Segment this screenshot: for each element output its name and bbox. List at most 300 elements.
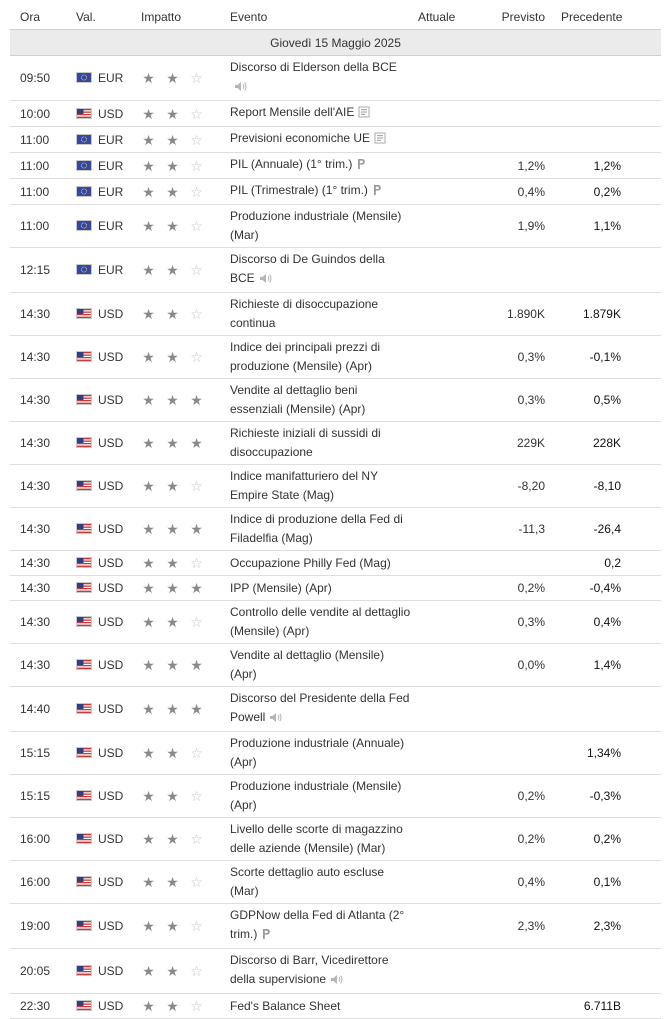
star-filled-icon: ★ bbox=[166, 183, 179, 200]
speaker-icon[interactable] bbox=[234, 79, 247, 98]
eu-flag-icon bbox=[76, 72, 92, 83]
event-previous: -8,10 bbox=[561, 465, 661, 508]
event-name[interactable] bbox=[230, 248, 418, 293]
event-currency bbox=[76, 644, 141, 687]
event-previous: 1.879K bbox=[561, 293, 661, 336]
event-title[interactable]: Scorte dettaglio auto escluse (Mar) bbox=[230, 865, 385, 898]
event-previous: 0,2% bbox=[561, 818, 661, 861]
event-actual bbox=[418, 732, 488, 775]
event-time: 19:00 bbox=[10, 904, 76, 949]
event-currency bbox=[76, 775, 141, 818]
event-title[interactable]: PIL (Trimestrale) (1° trim.) bbox=[230, 183, 368, 197]
event-title[interactable]: Discorso di De Guindos della BCE bbox=[230, 252, 385, 285]
star-empty-icon: ☆ bbox=[190, 874, 203, 890]
currency-code: USD bbox=[98, 875, 124, 889]
us-flag-icon bbox=[76, 523, 92, 534]
star-filled-icon: ★ bbox=[142, 392, 155, 408]
star-empty-icon: ☆ bbox=[190, 831, 203, 847]
event-currency bbox=[76, 379, 141, 422]
currency-code: EUR bbox=[98, 132, 124, 147]
star-filled-icon: ★ bbox=[166, 701, 179, 717]
header-evento[interactable]: Evento bbox=[230, 5, 418, 30]
event-time: 16:00 bbox=[10, 861, 76, 904]
event-impact bbox=[141, 576, 230, 601]
star-filled-icon: ★ bbox=[142, 478, 155, 494]
event-forecast bbox=[488, 101, 561, 127]
currency-code: USD bbox=[98, 702, 124, 716]
event-forecast: 0,2% bbox=[488, 775, 561, 818]
event-time: 16:00 bbox=[10, 818, 76, 861]
event-actual bbox=[418, 861, 488, 904]
star-empty-icon: ☆ bbox=[190, 70, 203, 86]
star-filled-icon: ★ bbox=[166, 918, 179, 934]
event-actual bbox=[418, 336, 488, 379]
event-currency bbox=[76, 508, 141, 551]
star-empty-icon: ☆ bbox=[190, 183, 203, 200]
event-currency bbox=[76, 465, 141, 508]
event-name[interactable] bbox=[230, 336, 418, 379]
event-currency bbox=[76, 732, 141, 775]
currency-code: EUR bbox=[98, 184, 124, 199]
currency-code: USD bbox=[98, 919, 124, 933]
event-row[interactable] bbox=[10, 576, 661, 601]
us-flag-icon bbox=[76, 480, 92, 491]
star-filled-icon: ★ bbox=[142, 435, 155, 451]
star-filled-icon: ★ bbox=[190, 701, 203, 717]
us-flag-icon bbox=[76, 703, 92, 714]
us-flag-icon bbox=[76, 557, 92, 568]
event-previous: 228K bbox=[561, 422, 661, 465]
event-time: 10:00 bbox=[10, 101, 76, 127]
event-title[interactable]: Controllo delle vendite al dettaglio (Mensile) (Apr) bbox=[230, 605, 411, 638]
event-title[interactable]: Report Mensile dell'AIE bbox=[230, 105, 355, 119]
star-empty-icon: ☆ bbox=[190, 131, 203, 148]
star-filled-icon: ★ bbox=[166, 657, 179, 673]
event-time: 14:30 bbox=[10, 379, 76, 422]
event-actual bbox=[418, 127, 488, 153]
event-name[interactable] bbox=[230, 422, 418, 465]
star-filled-icon: ★ bbox=[142, 262, 155, 278]
event-impact bbox=[141, 153, 230, 179]
star-filled-icon: ★ bbox=[166, 435, 179, 451]
star-filled-icon: ★ bbox=[166, 998, 179, 1014]
event-row[interactable] bbox=[10, 994, 661, 1019]
header-valuta[interactable]: Val. bbox=[76, 5, 141, 30]
event-impact bbox=[141, 465, 230, 508]
star-filled-icon: ★ bbox=[142, 555, 155, 571]
event-time: 14:30 bbox=[10, 601, 76, 644]
event-row[interactable] bbox=[10, 205, 661, 248]
star-filled-icon: ★ bbox=[166, 218, 179, 234]
event-title[interactable]: Indice manifatturiero del NY Empire State (Mag) bbox=[230, 469, 378, 502]
event-previous: 0,2 bbox=[561, 551, 661, 576]
event-row[interactable] bbox=[10, 687, 661, 732]
event-title[interactable]: GDPNow della Fed di Atlanta (2° trim.) bbox=[230, 908, 405, 941]
event-currency bbox=[76, 576, 141, 601]
event-previous: 0,5% bbox=[561, 379, 661, 422]
event-currency bbox=[76, 861, 141, 904]
event-row[interactable] bbox=[10, 379, 661, 422]
event-title[interactable]: Livello delle scorte di magazzino delle aziende (Mensile) (Mar) bbox=[230, 822, 403, 855]
star-empty-icon: ☆ bbox=[190, 157, 203, 174]
star-empty-icon: ☆ bbox=[190, 788, 203, 804]
header-previsto[interactable]: Previsto bbox=[488, 5, 561, 30]
event-actual bbox=[418, 101, 488, 127]
event-currency bbox=[76, 127, 141, 153]
event-row[interactable] bbox=[10, 551, 661, 576]
event-name[interactable] bbox=[230, 205, 418, 248]
event-time: 14:30 bbox=[10, 293, 76, 336]
star-filled-icon: ★ bbox=[190, 435, 203, 451]
event-time: 11:00 bbox=[10, 127, 76, 153]
event-forecast: 1,9% bbox=[488, 205, 561, 248]
event-title[interactable]: Vendite al dettaglio beni essenziali (Mensile) (Apr) bbox=[230, 383, 366, 416]
event-name[interactable] bbox=[230, 551, 418, 576]
event-time: 14:30 bbox=[10, 422, 76, 465]
event-impact bbox=[141, 205, 230, 248]
currency-code: USD bbox=[98, 393, 124, 407]
event-impact bbox=[141, 818, 230, 861]
star-filled-icon: ★ bbox=[142, 831, 155, 847]
event-currency bbox=[76, 949, 141, 994]
event-name[interactable] bbox=[230, 56, 418, 101]
event-time: 15:15 bbox=[10, 732, 76, 775]
event-actual bbox=[418, 904, 488, 949]
event-actual bbox=[418, 379, 488, 422]
day-label: Giovedì 15 Maggio 2025 bbox=[10, 30, 661, 56]
star-empty-icon: ☆ bbox=[190, 478, 203, 494]
currency-code: USD bbox=[98, 964, 124, 978]
event-row[interactable] bbox=[10, 949, 661, 994]
event-name[interactable] bbox=[230, 101, 418, 127]
event-impact bbox=[141, 293, 230, 336]
event-forecast bbox=[488, 687, 561, 732]
star-empty-icon: ☆ bbox=[190, 963, 203, 979]
speaker-icon[interactable] bbox=[259, 271, 272, 290]
star-filled-icon: ★ bbox=[166, 131, 179, 148]
event-forecast bbox=[488, 248, 561, 293]
economic-calendar bbox=[10, 5, 661, 1019]
event-previous: 2,3% bbox=[561, 904, 661, 949]
currency-code: USD bbox=[98, 615, 124, 629]
event-actual bbox=[418, 465, 488, 508]
event-time: 15:15 bbox=[10, 775, 76, 818]
eu-flag-icon bbox=[76, 134, 92, 145]
event-title[interactable]: Discorso di Elderson della BCE bbox=[230, 60, 397, 74]
event-impact bbox=[141, 861, 230, 904]
event-previous: 1,2% bbox=[561, 153, 661, 179]
event-title[interactable]: Richieste di disoccupazione continua bbox=[230, 297, 379, 330]
event-title[interactable]: Previsioni economiche UE bbox=[230, 131, 371, 145]
event-forecast: 229K bbox=[488, 422, 561, 465]
header-precedente[interactable]: Precedente bbox=[561, 5, 661, 30]
event-forecast: 0,2% bbox=[488, 576, 561, 601]
star-empty-icon: ☆ bbox=[190, 918, 203, 934]
event-forecast: 0,4% bbox=[488, 861, 561, 904]
event-currency bbox=[76, 179, 141, 205]
event-name[interactable] bbox=[230, 576, 418, 601]
eu-flag-icon bbox=[76, 220, 92, 231]
us-flag-icon bbox=[76, 108, 92, 119]
event-name[interactable] bbox=[230, 732, 418, 775]
star-filled-icon: ★ bbox=[142, 580, 155, 596]
event-impact bbox=[141, 336, 230, 379]
event-row[interactable] bbox=[10, 101, 661, 127]
event-forecast: -11,3 bbox=[488, 508, 561, 551]
event-currency bbox=[76, 904, 141, 949]
event-row[interactable] bbox=[10, 179, 661, 205]
star-filled-icon: ★ bbox=[166, 521, 179, 537]
event-time: 11:00 bbox=[10, 205, 76, 248]
event-row[interactable] bbox=[10, 293, 661, 336]
event-name[interactable] bbox=[230, 293, 418, 336]
event-row[interactable] bbox=[10, 153, 661, 179]
event-previous: 0,1% bbox=[561, 861, 661, 904]
event-previous bbox=[561, 127, 661, 153]
currency-code: USD bbox=[98, 106, 124, 121]
event-time: 20:05 bbox=[10, 949, 76, 994]
event-forecast bbox=[488, 732, 561, 775]
currency-code: EUR bbox=[98, 219, 124, 233]
event-forecast bbox=[488, 56, 561, 101]
event-row[interactable] bbox=[10, 422, 661, 465]
star-filled-icon: ★ bbox=[142, 521, 155, 537]
currency-code: USD bbox=[98, 581, 124, 595]
star-filled-icon: ★ bbox=[142, 306, 155, 322]
star-filled-icon: ★ bbox=[166, 349, 179, 365]
eu-flag-icon bbox=[76, 186, 92, 197]
event-name[interactable] bbox=[230, 687, 418, 732]
preliminary-icon[interactable] bbox=[372, 183, 382, 202]
event-previous bbox=[561, 687, 661, 732]
currency-code: USD bbox=[98, 832, 124, 846]
currency-code: USD bbox=[98, 350, 124, 364]
event-impact bbox=[141, 127, 230, 153]
event-actual bbox=[418, 179, 488, 205]
star-filled-icon: ★ bbox=[142, 70, 155, 86]
event-name[interactable] bbox=[230, 861, 418, 904]
event-forecast bbox=[488, 949, 561, 994]
star-filled-icon: ★ bbox=[190, 657, 203, 673]
event-impact bbox=[141, 379, 230, 422]
event-actual bbox=[418, 818, 488, 861]
event-name[interactable] bbox=[230, 994, 418, 1019]
star-empty-icon: ☆ bbox=[190, 614, 203, 630]
star-empty-icon: ☆ bbox=[190, 262, 203, 278]
eu-flag-icon bbox=[76, 264, 92, 275]
event-row[interactable] bbox=[10, 601, 661, 644]
star-empty-icon: ☆ bbox=[190, 218, 203, 234]
event-forecast bbox=[488, 994, 561, 1019]
event-previous bbox=[561, 248, 661, 293]
preliminary-icon[interactable] bbox=[261, 927, 271, 946]
header-attuale[interactable]: Attuale bbox=[418, 5, 488, 30]
event-row[interactable] bbox=[10, 336, 661, 379]
event-currency bbox=[76, 293, 141, 336]
event-impact bbox=[141, 732, 230, 775]
star-empty-icon: ☆ bbox=[190, 349, 203, 365]
us-flag-icon bbox=[76, 437, 92, 448]
event-time: 11:00 bbox=[10, 179, 76, 205]
event-previous: -26,4 bbox=[561, 508, 661, 551]
event-currency bbox=[76, 551, 141, 576]
event-currency bbox=[76, 205, 141, 248]
star-filled-icon: ★ bbox=[142, 218, 155, 234]
event-impact bbox=[141, 775, 230, 818]
event-title[interactable]: Richieste iniziali di sussidi di disoccupazione bbox=[230, 426, 381, 459]
event-title[interactable]: Vendite al dettaglio (Mensile) (Apr) bbox=[230, 648, 385, 681]
event-forecast: 0,0% bbox=[488, 644, 561, 687]
event-previous: 6.711B bbox=[561, 994, 661, 1019]
star-filled-icon: ★ bbox=[166, 874, 179, 890]
star-filled-icon: ★ bbox=[142, 998, 155, 1014]
event-name[interactable] bbox=[230, 153, 418, 179]
star-filled-icon: ★ bbox=[166, 70, 179, 86]
us-flag-icon bbox=[76, 659, 92, 670]
event-title[interactable]: Discorso del Presidente della Fed Powell bbox=[230, 691, 410, 724]
event-name[interactable] bbox=[230, 775, 418, 818]
star-filled-icon: ★ bbox=[166, 788, 179, 804]
event-actual bbox=[418, 248, 488, 293]
currency-code: USD bbox=[98, 789, 124, 803]
us-flag-icon bbox=[76, 965, 92, 976]
event-title[interactable]: Produzione industriale (Annuale) (Apr) bbox=[230, 736, 405, 769]
star-filled-icon: ★ bbox=[142, 183, 155, 200]
event-row[interactable] bbox=[10, 904, 661, 949]
preliminary-icon[interactable] bbox=[356, 157, 366, 176]
event-title[interactable]: Discorso di Barr, Vicedirettore della supervisione bbox=[230, 953, 389, 986]
star-filled-icon: ★ bbox=[142, 874, 155, 890]
star-filled-icon: ★ bbox=[142, 157, 155, 174]
event-impact bbox=[141, 904, 230, 949]
star-filled-icon: ★ bbox=[166, 262, 179, 278]
event-row[interactable] bbox=[10, 127, 661, 153]
event-name[interactable] bbox=[230, 179, 418, 205]
event-row[interactable] bbox=[10, 732, 661, 775]
event-row[interactable] bbox=[10, 818, 661, 861]
event-previous: -0,1% bbox=[561, 336, 661, 379]
event-title[interactable]: PIL (Annuale) (1° trim.) bbox=[230, 157, 353, 171]
event-impact bbox=[141, 687, 230, 732]
event-currency bbox=[76, 56, 141, 101]
header-ora[interactable]: Ora bbox=[10, 5, 76, 30]
event-impact bbox=[141, 949, 230, 994]
us-flag-icon bbox=[76, 747, 92, 758]
currency-code: USD bbox=[98, 479, 124, 493]
event-title[interactable]: Fed's Balance Sheet bbox=[230, 998, 341, 1013]
eu-flag-icon bbox=[76, 160, 92, 171]
star-filled-icon: ★ bbox=[142, 963, 155, 979]
event-name[interactable] bbox=[230, 127, 418, 153]
event-row[interactable] bbox=[10, 56, 661, 101]
star-filled-icon: ★ bbox=[142, 701, 155, 717]
event-impact bbox=[141, 101, 230, 127]
event-title[interactable]: IPP (Mensile) (Apr) bbox=[230, 580, 332, 595]
event-name[interactable] bbox=[230, 508, 418, 551]
event-currency bbox=[76, 101, 141, 127]
event-actual bbox=[418, 644, 488, 687]
event-actual bbox=[418, 551, 488, 576]
event-impact bbox=[141, 56, 230, 101]
event-name[interactable] bbox=[230, 949, 418, 994]
event-previous bbox=[561, 101, 661, 127]
event-time: 14:30 bbox=[10, 644, 76, 687]
event-row[interactable] bbox=[10, 861, 661, 904]
speaker-icon[interactable] bbox=[269, 710, 282, 729]
event-name[interactable] bbox=[230, 644, 418, 687]
star-filled-icon: ★ bbox=[142, 745, 155, 761]
event-title[interactable]: Produzione industriale (Mensile) (Apr) bbox=[230, 779, 402, 812]
currency-code: USD bbox=[98, 307, 124, 321]
star-filled-icon: ★ bbox=[166, 555, 179, 571]
star-filled-icon: ★ bbox=[166, 392, 179, 408]
star-filled-icon: ★ bbox=[190, 521, 203, 537]
event-name[interactable] bbox=[230, 904, 418, 949]
event-actual bbox=[418, 422, 488, 465]
event-time: 09:50 bbox=[10, 56, 76, 101]
event-title[interactable]: Indice di produzione della Fed di Filadelfia (Mag) bbox=[230, 512, 403, 545]
report-icon[interactable] bbox=[374, 131, 386, 150]
event-impact bbox=[141, 601, 230, 644]
event-currency bbox=[76, 601, 141, 644]
day-row bbox=[10, 30, 661, 56]
star-filled-icon: ★ bbox=[142, 131, 155, 148]
event-title[interactable]: Indice dei principali prezzi di produzione (Mensile) (Apr) bbox=[230, 340, 381, 373]
star-filled-icon: ★ bbox=[166, 614, 179, 630]
currency-code: EUR bbox=[98, 263, 124, 277]
currency-code: USD bbox=[98, 746, 124, 760]
us-flag-icon bbox=[76, 876, 92, 887]
event-actual bbox=[418, 293, 488, 336]
event-name[interactable] bbox=[230, 818, 418, 861]
header-impatto[interactable]: Impatto bbox=[141, 5, 230, 30]
event-name[interactable] bbox=[230, 465, 418, 508]
event-forecast: 0,3% bbox=[488, 601, 561, 644]
report-icon[interactable] bbox=[358, 105, 370, 124]
event-title[interactable]: Produzione industriale (Mensile) (Mar) bbox=[230, 209, 402, 242]
event-name[interactable] bbox=[230, 601, 418, 644]
table-header bbox=[10, 5, 661, 30]
event-row[interactable] bbox=[10, 248, 661, 293]
event-row[interactable] bbox=[10, 644, 661, 687]
star-filled-icon: ★ bbox=[166, 478, 179, 494]
event-previous: 1,34% bbox=[561, 732, 661, 775]
currency-code: USD bbox=[98, 999, 124, 1013]
event-title[interactable]: Occupazione Philly Fed (Mag) bbox=[230, 555, 391, 570]
event-actual bbox=[418, 508, 488, 551]
event-impact bbox=[141, 508, 230, 551]
event-previous bbox=[561, 56, 661, 101]
event-row[interactable] bbox=[10, 775, 661, 818]
event-actual bbox=[418, 775, 488, 818]
us-flag-icon bbox=[76, 790, 92, 801]
us-flag-icon bbox=[76, 920, 92, 931]
star-filled-icon: ★ bbox=[142, 349, 155, 365]
event-row[interactable] bbox=[10, 508, 661, 551]
star-filled-icon: ★ bbox=[142, 614, 155, 630]
event-impact bbox=[141, 644, 230, 687]
star-empty-icon: ☆ bbox=[190, 555, 203, 571]
event-name[interactable] bbox=[230, 379, 418, 422]
event-actual bbox=[418, 153, 488, 179]
event-forecast: 0,2% bbox=[488, 818, 561, 861]
event-impact bbox=[141, 994, 230, 1019]
star-filled-icon: ★ bbox=[166, 745, 179, 761]
event-time: 14:30 bbox=[10, 336, 76, 379]
event-time: 14:30 bbox=[10, 508, 76, 551]
event-row[interactable] bbox=[10, 465, 661, 508]
speaker-icon[interactable] bbox=[330, 972, 343, 991]
